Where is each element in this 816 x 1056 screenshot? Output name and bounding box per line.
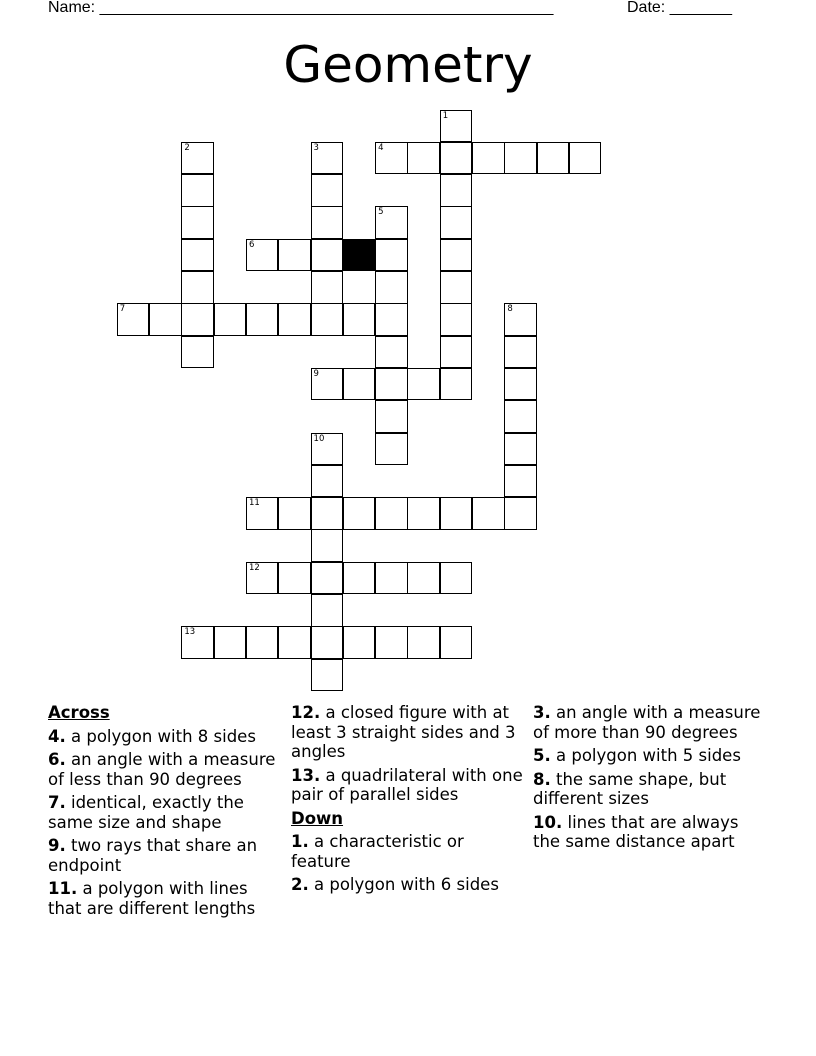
clue-item (533, 813, 768, 852)
clue-text: a closed figure with at least 3 straight sides and 3 angles (291, 703, 516, 761)
grid-cell[interactable] (504, 368, 537, 401)
clue-item (48, 836, 283, 875)
clue-number: 4 (378, 142, 384, 153)
clue-number-label: 2. (291, 875, 309, 894)
grid-cell[interactable] (440, 271, 473, 304)
grid-cell[interactable] (311, 271, 344, 304)
grid-cell[interactable] (407, 497, 440, 530)
grid-cell[interactable] (407, 626, 440, 659)
clue-number: 8 (507, 304, 513, 315)
grid-cell[interactable] (440, 336, 473, 369)
clue-text: an angle with a measure of more than 90 degrees (533, 703, 761, 742)
clue-number-label: 13. (291, 765, 321, 785)
grid-cell[interactable] (181, 239, 214, 272)
clue-number-label: 5. (533, 746, 551, 765)
grid-cell[interactable] (246, 303, 279, 336)
grid-cell[interactable] (375, 336, 408, 369)
clue-text: a quadrilateral with one pair of parallel sides (291, 765, 523, 804)
grid-cell[interactable] (375, 303, 408, 336)
across-heading: Across (48, 703, 110, 722)
grid-cell[interactable] (343, 562, 376, 595)
grid-cell[interactable] (375, 142, 408, 175)
clue-item (291, 832, 526, 871)
grid-cell[interactable] (246, 626, 279, 659)
grid-cell[interactable] (343, 303, 376, 336)
grid-cell[interactable] (181, 206, 214, 239)
grid-cell[interactable] (375, 271, 408, 304)
grid-cell[interactable] (375, 368, 408, 401)
clue-column-1 (48, 703, 283, 922)
clue-number: 5 (378, 207, 384, 218)
grid-cell[interactable] (311, 529, 344, 562)
grid-cell[interactable] (472, 142, 505, 175)
grid-cell[interactable] (181, 626, 214, 659)
clue-number: 9 (313, 368, 319, 379)
grid-cell[interactable] (278, 562, 311, 595)
clue-number-label: 10. (533, 812, 563, 832)
grid-cell[interactable] (246, 497, 279, 530)
name-field[interactable]: Name: ___________________________________________________ (48, 0, 554, 16)
grid-cell[interactable] (311, 497, 344, 530)
grid-cell[interactable] (311, 465, 344, 498)
clue-number-label: 8. (533, 769, 551, 789)
clue-number-label: 6. (48, 750, 66, 769)
clue-item (48, 727, 283, 747)
grid-cell[interactable] (149, 303, 182, 336)
grid-cell[interactable] (311, 562, 344, 595)
grid-cell[interactable] (343, 368, 376, 401)
clue-text: a polygon with 8 sides (65, 726, 256, 746)
grid-cell[interactable] (246, 562, 279, 595)
grid-cell[interactable] (343, 626, 376, 659)
grid-cell[interactable] (181, 303, 214, 336)
clue-number: 10 (313, 433, 325, 444)
clue-text: identical, exactly the same size and shape (48, 793, 244, 832)
clue-number-label: 7. (48, 793, 66, 812)
grid-cell[interactable] (504, 465, 537, 498)
grid-cell[interactable] (181, 271, 214, 304)
grid-cell[interactable] (311, 368, 344, 401)
grid-cell[interactable] (504, 400, 537, 433)
grid-cell[interactable] (278, 626, 311, 659)
grid-cell[interactable] (214, 626, 247, 659)
grid-cell[interactable] (181, 336, 214, 369)
clue-item (533, 746, 768, 766)
grid-cell[interactable] (343, 497, 376, 530)
clue-item (48, 750, 283, 789)
grid-cell[interactable] (440, 206, 473, 239)
grid-cell[interactable] (407, 562, 440, 595)
clue-text: an angle with a measure of less than 90 degrees (48, 750, 276, 789)
clue-number: 13 (184, 627, 196, 638)
clue-text: two rays that share an endpoint (48, 836, 258, 875)
clue-item (291, 703, 526, 762)
grid-cell[interactable] (278, 239, 311, 272)
clue-number-label: 3. (533, 703, 551, 722)
clue-item (533, 703, 768, 742)
grid-cell[interactable] (246, 239, 279, 272)
grid-cell[interactable] (440, 562, 473, 595)
clue-text: a characteristic or feature (291, 832, 464, 871)
grid-cell[interactable] (375, 497, 408, 530)
down-heading: Down (291, 808, 344, 828)
clue-item (291, 766, 526, 805)
clue-number: 3 (313, 142, 319, 153)
grid-cell[interactable] (375, 626, 408, 659)
clue-number: 6 (248, 239, 255, 250)
grid-cell[interactable] (311, 659, 344, 692)
grid-cell[interactable] (311, 626, 344, 659)
puzzle-title: Geometry (283, 36, 533, 94)
grid-cell[interactable] (311, 433, 344, 466)
grid-cell[interactable] (504, 336, 537, 369)
clue-text: a polygon with 6 sides (308, 875, 499, 894)
date-field[interactable]: Date: _______ (627, 0, 732, 16)
grid-cell[interactable] (117, 303, 150, 336)
grid-cell[interactable] (440, 142, 473, 175)
grid-cell[interactable] (375, 562, 408, 595)
grid-cell[interactable] (472, 497, 505, 530)
clue-number-label: 12. (291, 703, 321, 722)
clue-item (48, 879, 283, 918)
black-cell (343, 239, 376, 272)
grid-cell[interactable] (440, 174, 473, 207)
grid-cell[interactable] (440, 303, 473, 336)
grid-cell[interactable] (537, 142, 570, 175)
grid-cell[interactable] (375, 239, 408, 272)
grid-cell[interactable] (504, 303, 537, 336)
clue-number: 1 (442, 110, 449, 121)
clue-number-label: 1. (291, 832, 309, 851)
grid-cell[interactable] (375, 206, 408, 239)
grid-cell[interactable] (278, 497, 311, 530)
clue-item (48, 793, 283, 832)
clue-text: a polygon with 5 sides (550, 746, 741, 765)
grid-cell[interactable] (311, 239, 344, 272)
clue-text: a polygon with lines that are different lengths (48, 879, 256, 918)
grid-cell[interactable] (440, 239, 473, 272)
grid-cell[interactable] (504, 433, 537, 466)
clue-column-2 (291, 703, 526, 899)
clue-number: 12 (248, 562, 260, 573)
clue-number-label: 9. (48, 836, 66, 855)
grid-cell[interactable] (311, 206, 344, 239)
clue-column-3 (533, 703, 768, 856)
clue-text: lines that are always the same distance apart (533, 812, 739, 851)
grid-cell[interactable] (407, 368, 440, 401)
grid-cell[interactable] (407, 142, 440, 175)
grid-cell[interactable] (181, 142, 214, 175)
grid-cell[interactable] (375, 433, 408, 466)
grid-cell[interactable] (311, 142, 344, 175)
grid-cell[interactable] (311, 594, 344, 627)
grid-cell[interactable] (440, 368, 473, 401)
clue-number: 2 (184, 142, 190, 153)
grid-cell[interactable] (375, 400, 408, 433)
clue-text: the same shape, but different sizes (533, 769, 727, 808)
grid-cell[interactable] (440, 497, 473, 530)
clue-item (533, 770, 768, 809)
grid-cell[interactable] (311, 174, 344, 207)
grid-cell[interactable] (504, 142, 537, 175)
grid-cell[interactable] (440, 626, 473, 659)
clue-item (291, 875, 526, 895)
grid-cell[interactable] (440, 110, 473, 143)
clue-number-label: 4. (48, 726, 66, 746)
grid-cell[interactable] (214, 303, 247, 336)
clue-number: 11 (248, 498, 260, 509)
grid-cell[interactable] (181, 174, 214, 207)
grid-cell[interactable] (278, 303, 311, 336)
grid-cell[interactable] (569, 142, 602, 175)
grid-cell[interactable] (311, 303, 344, 336)
grid-cell[interactable] (504, 497, 537, 530)
clue-number: 7 (119, 304, 126, 315)
clue-number-label: 11. (48, 879, 78, 898)
